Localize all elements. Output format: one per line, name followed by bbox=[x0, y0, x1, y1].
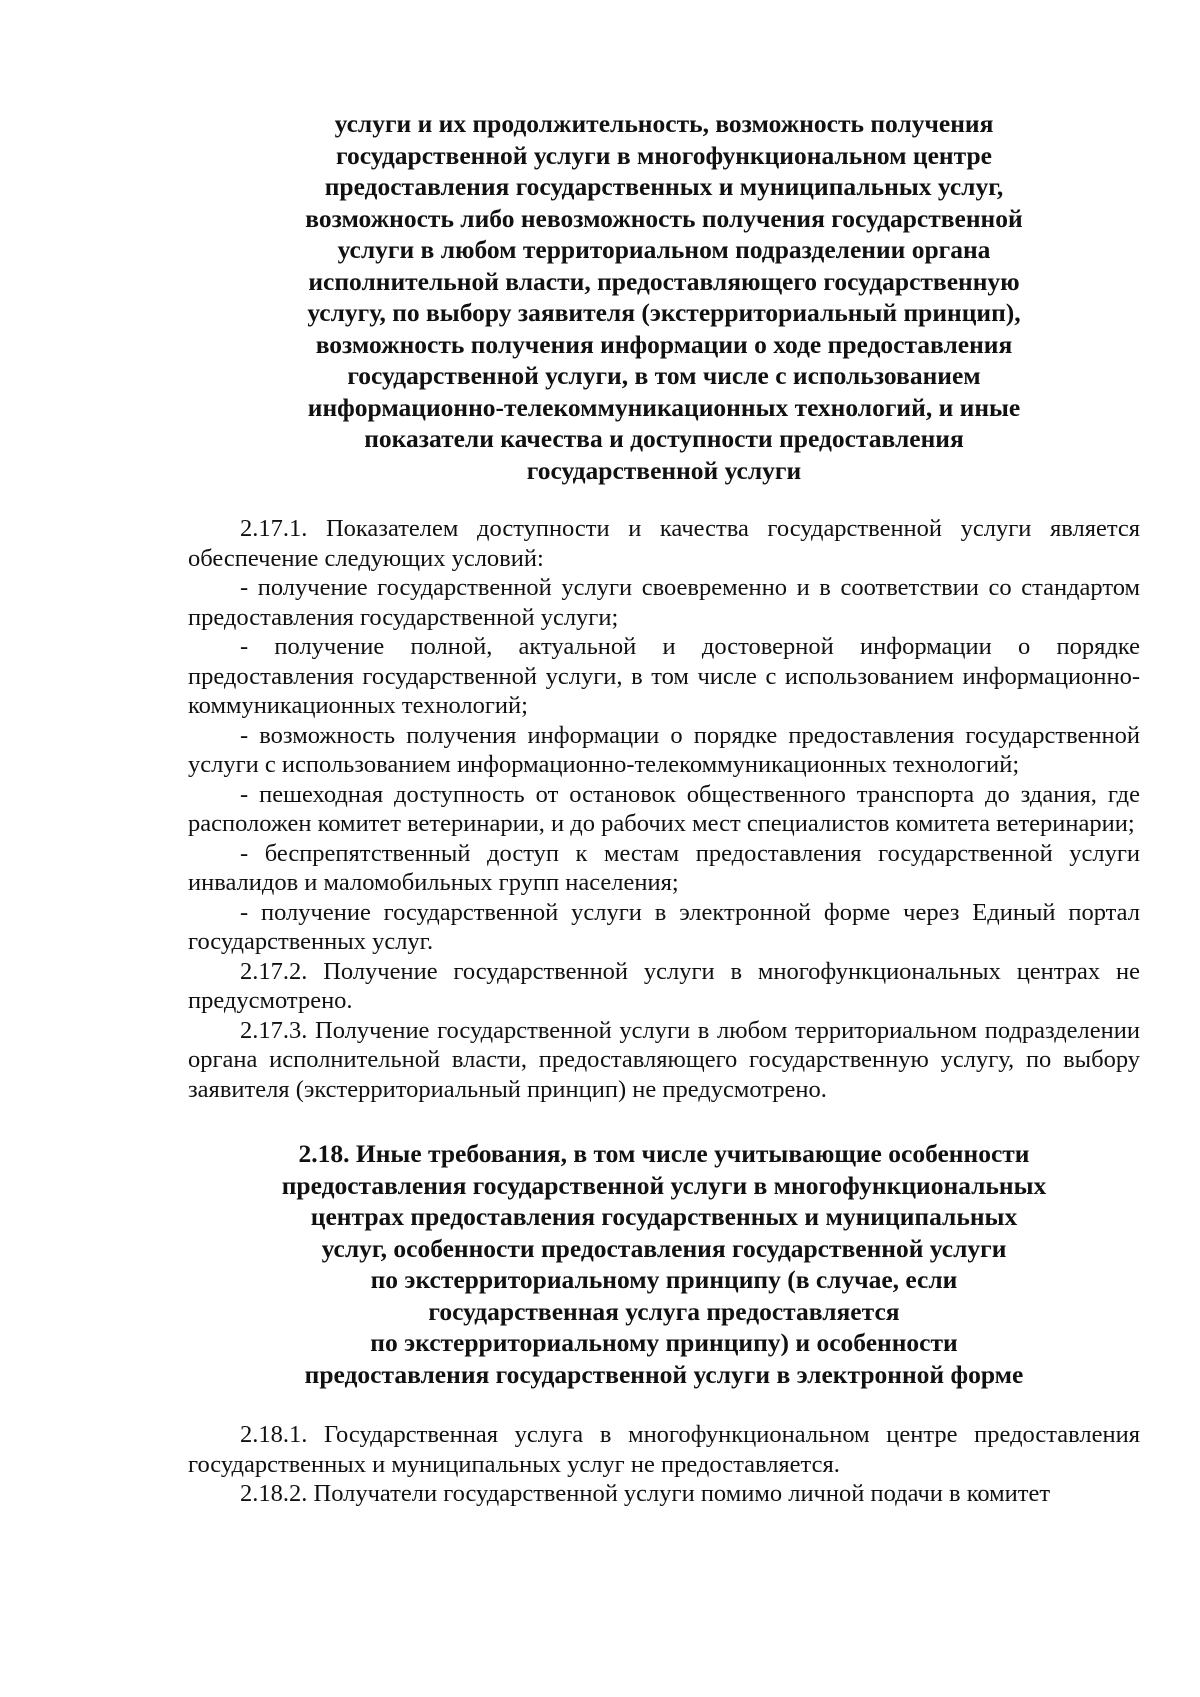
heading-line: предоставления государственных и муниципальных услуг, bbox=[324, 172, 1004, 201]
heading-line: государственной услуги, в том числе с использованием bbox=[347, 361, 981, 390]
heading-line: показатели качества и доступности предоставления bbox=[364, 424, 964, 453]
heading-line: исполнительной власти, предоставляющего государственную bbox=[308, 266, 1020, 296]
heading-line: центрах предоставления государственных и муниципальных bbox=[310, 1202, 1018, 1231]
heading-line: возможность либо невозможность получения государственной bbox=[305, 203, 1023, 233]
section-heading-2-18 bbox=[254, 1138, 1074, 1390]
heading-line: государственной услуги bbox=[526, 455, 802, 485]
paragraph-2-17-1: 2.17.1. Показателем доступности и качества государственной услуги является обеспечение следующих условий: bbox=[188, 515, 1140, 572]
paragraph-list-item: - пешеходная доступность от остановок общественного транспорта до здания, где расположен комитет ветеринарии, и до рабочих мест специалистов комитета ветеринарии; bbox=[188, 780, 1140, 837]
paragraph-2-18-1: 2.18.1. Государственная услуга в многофункциональном центре предоставления государственных и муниципальных услуг не предоставляется. bbox=[188, 1421, 1140, 1478]
document-page bbox=[188, 108, 1140, 1509]
section-body-2-17 bbox=[188, 514, 1140, 1104]
section-body-2-18 bbox=[188, 1420, 1140, 1509]
section-heading-2-17 bbox=[254, 108, 1074, 486]
paragraph-list-item: - получение полной, актуальной и достоверной информации о порядке предоставления государственной услуги, в том числе с использованием информационно-коммуникационных технологий; bbox=[188, 633, 1140, 719]
heading-line: предоставления государственной услуги в электронной форме bbox=[304, 1359, 1024, 1389]
paragraph-2-18-2: 2.18.2. Получатели государственной услуги помимо личной подачи в комитет bbox=[240, 1480, 1051, 1507]
heading-line: по экстерриториальному принципу) и особенности bbox=[370, 1328, 958, 1357]
heading-line: государственной услуги в многофункциональном центре bbox=[336, 140, 992, 170]
heading-line: по экстерриториальному принципу (в случае, если bbox=[370, 1265, 958, 1294]
heading-line: государственная услуга предоставляется bbox=[428, 1296, 900, 1326]
heading-line: услуги и их продолжительность, возможность получения bbox=[334, 109, 994, 138]
paragraph-list-item: - возможность получения информации о порядке предоставления государственной услуги с использованием информационно-телекоммуникационных технологий; bbox=[188, 721, 1140, 778]
heading-line: услуги в любом территориальном подразделении органа bbox=[337, 235, 991, 264]
heading-line: возможность получения информации о ходе предоставления bbox=[315, 329, 1013, 359]
heading-line: предоставления государственной услуги в многофункциональных bbox=[281, 1170, 1047, 1200]
paragraph-2-17-2: 2.17.2. Получение государственной услуги в многофункциональных центрах не предусмотрено. bbox=[188, 957, 1140, 1014]
paragraph-list-item: - получение государственной услуги своевременно и в соответствии со стандартом предоставления государственной услуги; bbox=[188, 574, 1140, 631]
paragraph-2-17-3: 2.17.3. Получение государственной услуги в любом территориальном подразделении органа исполнительной власти, предоставляющего государственную услугу, по выбору заявителя (экстерриториальный принцип) не предусмотрено. bbox=[188, 1016, 1140, 1103]
heading-line: услугу, по выбору заявителя (экстерриториальный принцип), bbox=[307, 298, 1021, 327]
heading-line: информационно-телекоммуникационных технологий, и иные bbox=[307, 392, 1021, 422]
heading-line: услуг, особенности предоставления государственной услуги bbox=[321, 1233, 1007, 1263]
paragraph-list-item: - беспрепятственный доступ к местам предоставления государственной услуги инвалидов и маломобильных групп населения; bbox=[188, 839, 1140, 896]
heading-line: 2.18. Иные требования, в том числе учитывающие особенности bbox=[298, 1139, 1030, 1168]
paragraph-list-item: - получение государственной услуги в электронной форме через Единый портал государственных услуг. bbox=[188, 898, 1140, 955]
